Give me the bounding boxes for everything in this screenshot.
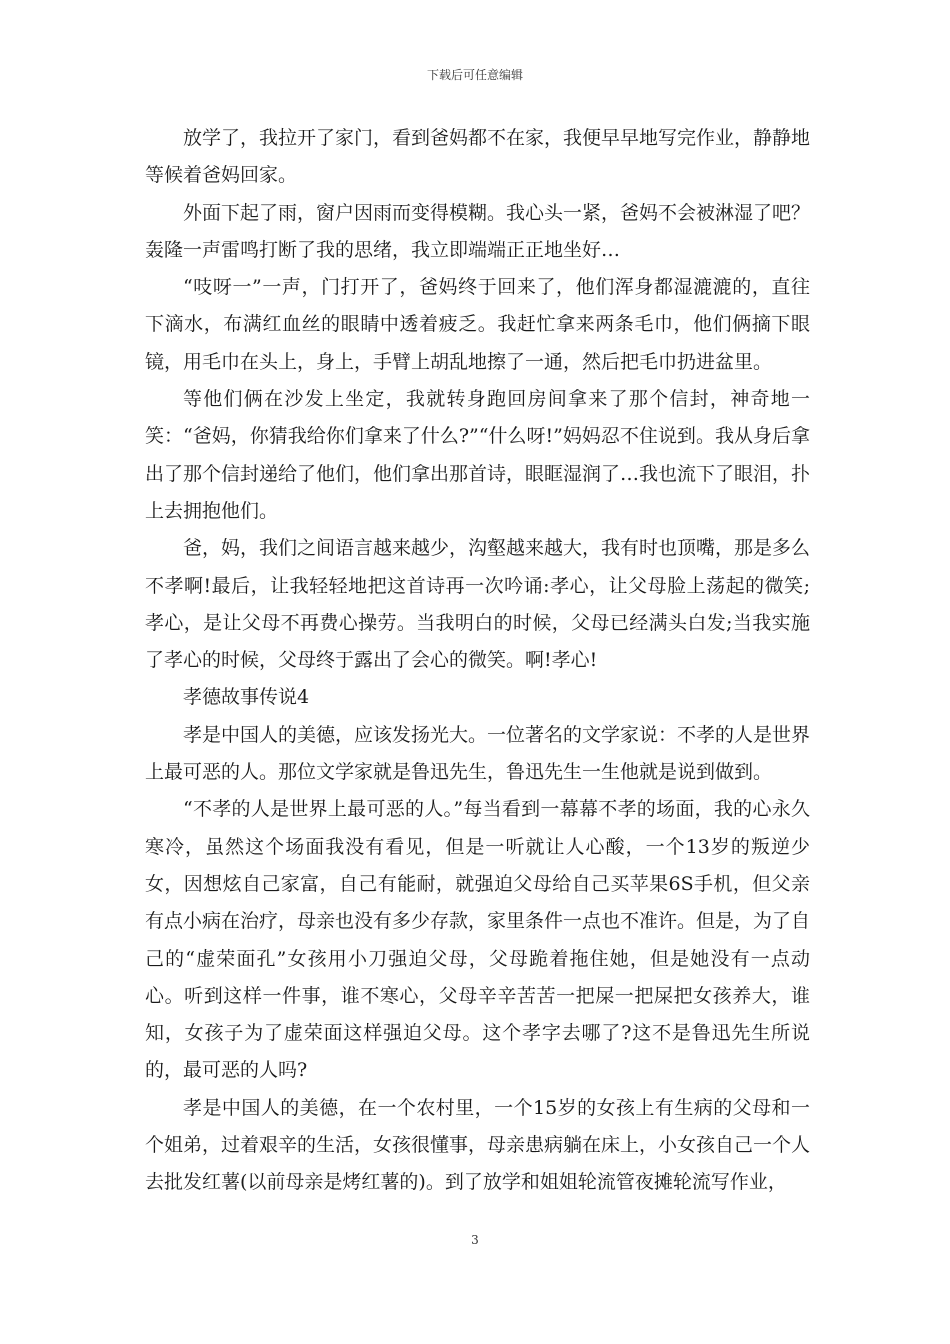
paragraph: “吱呀一”一声，门打开了，爸妈终于回来了，他们浑身都湿漉漉的，直往下滴水，布满红血丝的眼睛中透着疲乏。我赶忙拿来两条毛巾，他们俩摘下眼镜，用毛巾在头上，身上，手臂上胡乱地擦了一通，然后把毛巾扔进盆里。: [145, 276, 810, 373]
paragraph: 外面下起了雨，窗户因雨而变得模糊。我心头一紧，爸妈不会被淋湿了吧？轰隆一声雷鸣打断了我的思绪，我立即端端正正地坐好…: [145, 201, 811, 261]
header-note: 下载后可任意编辑: [426, 68, 523, 82]
paragraph: 孝是中国人的美德，在一个农村里，一个15岁的女孩上有生病的父母和一个姐弟，过着艰辛的生活，女孩很懂事，母亲患病躺在床上，小女孩自己一个人去批发红薯(以前母亲是烤红薯的)。到了放学和姐姐轮流管夜摊轮流写作业，: [145, 1096, 811, 1194]
paragraph: 爸，妈，我们之间语言越来越少，沟壑越来越大，我有时也顶嘴，那是多么不孝啊!最后，让我轻轻地把这首诗再一次吟诵:孝心，让父母脸上荡起的微笑;孝心，是让父母不再费心操劳。当我明白的时候，父母已经满头白发;当我实施了孝心的时候，父母终于露出了会心的微笑。啊!孝心!: [145, 537, 811, 672]
page-number: 3: [471, 1233, 479, 1247]
document-body: [145, 120, 810, 1202]
paragraph: 等他们俩在沙发上坐定，我就转身跑回房间拿来了那个信封，神奇地一笑：“爸妈，你猜我给你们拿来了什么?”“什么呀!”妈妈忍不住说到。我从身后拿出了那个信封递给了他们，他们拿出那首诗，眼眶湿润了…我也流下了眼泪，扑上去拥抱他们。: [145, 388, 811, 522]
paragraph: “不孝的人是世界上最可恶的人。”每当看到一幕幕不孝的场面，我的心永久寒冷，虽然这个场面我没有看见，但是一听就让人心酸，一个13岁的叛逆少女，因想炫自己家富，自己有能耐，就强迫父母给自己买苹果6S手机，但父亲有点小病在治疗，母亲也没有多少存款，家里条件一点也不准许。但是，为了自己的“虚荣面孔”女孩用小刀强迫父母，父母跪着拖住她，但是她没有一点动心。听到这样一件事，谁不寒心，父母辛辛苦苦一把屎一把屎把女孩养大，谁知，女孩子为了虚荣面这样强迫父母。这个孝字去哪了?这不是鲁迅先生所说的，最可恶的人吗?: [145, 798, 811, 1082]
section-heading: 孝德故事传说4: [183, 686, 310, 709]
paragraph: 孝是中国人的美德，应该发扬光大。一位著名的文学家说：不孝的人是世界上最可恶的人。那位文学家就是鲁迅先生，鲁迅先生一生他就是说到做到。: [145, 723, 811, 784]
paragraph: 放学了，我拉开了家门，看到爸妈都不在家，我便早早地写完作业，静静地等候着爸妈回家。: [145, 127, 811, 187]
